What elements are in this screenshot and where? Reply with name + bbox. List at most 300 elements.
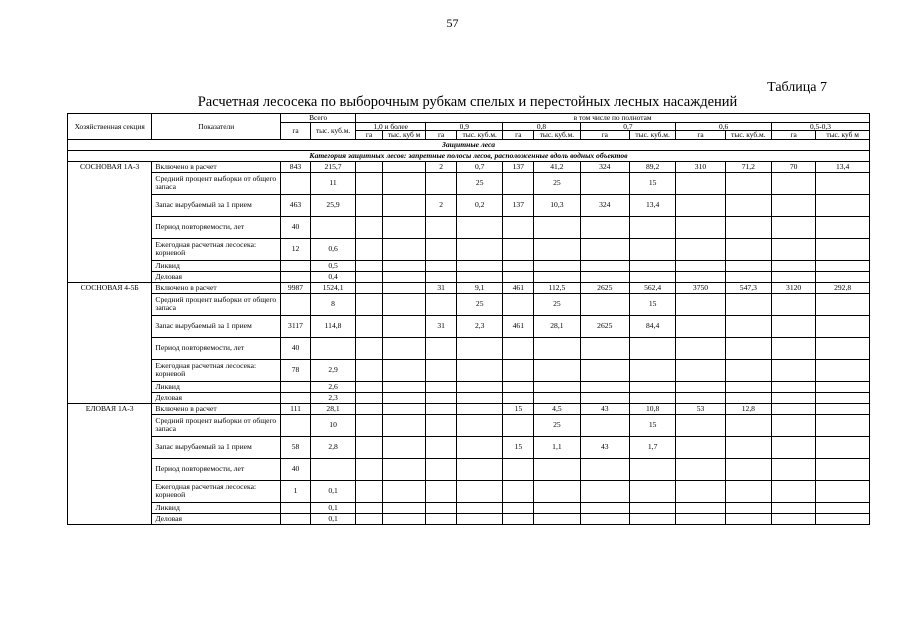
value-cell <box>426 480 457 502</box>
value-cell <box>816 293 870 315</box>
value-cell <box>426 513 457 524</box>
header-ha: га <box>503 131 534 140</box>
value-cell <box>356 315 383 337</box>
value-cell <box>503 502 534 513</box>
header-row <box>68 114 870 123</box>
value-cell <box>816 216 870 238</box>
value-cell <box>356 458 383 480</box>
header-density: 0,7 <box>580 122 676 131</box>
value-cell: 25 <box>534 414 580 436</box>
value-cell <box>281 293 311 315</box>
value-cell: 0,1 <box>310 502 355 513</box>
value-cell <box>725 436 771 458</box>
value-cell: 3120 <box>772 282 816 293</box>
value-cell: 4,5 <box>534 403 580 414</box>
value-cell: 53 <box>676 403 725 414</box>
value-cell <box>725 271 771 282</box>
value-cell <box>457 480 503 502</box>
value-cell: 10,3 <box>534 194 580 216</box>
value-cell: 10 <box>310 414 355 436</box>
header-ha: га <box>356 131 383 140</box>
indicator-label: Запас вырубаемый за 1 прием <box>152 436 281 458</box>
value-cell <box>356 392 383 403</box>
value-cell <box>426 271 457 282</box>
value-cell: 310 <box>676 161 725 172</box>
table-row <box>68 293 870 315</box>
value-cell: 0,4 <box>310 271 355 282</box>
value-cell <box>382 315 425 337</box>
table-row <box>68 161 870 172</box>
header-by-density: в том числе по полнотам <box>356 114 870 123</box>
value-cell <box>580 502 629 513</box>
value-cell <box>580 458 629 480</box>
value-cell <box>534 392 580 403</box>
value-cell <box>772 359 816 381</box>
value-cell: 31 <box>426 282 457 293</box>
value-cell <box>676 458 725 480</box>
value-cell <box>426 216 457 238</box>
table-row <box>68 216 870 238</box>
value-cell <box>457 238 503 260</box>
table-row <box>68 502 870 513</box>
value-cell <box>580 414 629 436</box>
value-cell: 71,2 <box>725 161 771 172</box>
value-cell <box>382 194 425 216</box>
value-cell <box>725 414 771 436</box>
value-cell <box>816 502 870 513</box>
table-row <box>68 172 870 194</box>
value-cell <box>503 238 534 260</box>
band-row <box>68 150 870 161</box>
value-cell <box>426 436 457 458</box>
value-cell <box>816 480 870 502</box>
value-cell <box>725 315 771 337</box>
value-cell: 1,7 <box>629 436 675 458</box>
value-cell <box>426 392 457 403</box>
indicator-label: Средний процент выборки от общего запаса <box>152 172 281 194</box>
value-cell: 9987 <box>281 282 311 293</box>
value-cell <box>676 381 725 392</box>
value-cell <box>426 260 457 271</box>
value-cell: 324 <box>580 161 629 172</box>
value-cell <box>382 436 425 458</box>
value-cell: 78 <box>281 359 311 381</box>
value-cell <box>310 458 355 480</box>
value-cell <box>382 271 425 282</box>
value-cell: 0,1 <box>310 513 355 524</box>
value-cell <box>580 392 629 403</box>
value-cell <box>725 172 771 194</box>
value-cell <box>310 216 355 238</box>
value-cell <box>534 381 580 392</box>
value-cell: 25 <box>457 293 503 315</box>
value-cell <box>534 216 580 238</box>
table-row <box>68 414 870 436</box>
header-total-volume: тыс. куб.м. <box>310 122 355 139</box>
header-density: 1,0 и более <box>356 122 426 131</box>
value-cell: 89,2 <box>629 161 675 172</box>
value-cell <box>816 414 870 436</box>
section-name: СОСНОВАЯ 4-5Б <box>68 282 152 403</box>
value-cell <box>580 513 629 524</box>
value-cell: 11 <box>310 172 355 194</box>
value-cell <box>503 260 534 271</box>
indicator-label: Период повторяемости, лет <box>152 458 281 480</box>
value-cell <box>772 436 816 458</box>
value-cell <box>356 172 383 194</box>
value-cell <box>725 359 771 381</box>
value-cell <box>457 513 503 524</box>
value-cell: 10,8 <box>629 403 675 414</box>
value-cell <box>382 480 425 502</box>
value-cell <box>725 238 771 260</box>
value-cell <box>676 414 725 436</box>
header-ha: га <box>772 131 816 140</box>
table-row <box>68 194 870 216</box>
value-cell <box>356 381 383 392</box>
header-section: Хозяйственная секция <box>68 114 152 140</box>
value-cell <box>676 293 725 315</box>
table-row <box>68 381 870 392</box>
value-cell <box>356 513 383 524</box>
value-cell <box>503 513 534 524</box>
value-cell <box>457 414 503 436</box>
value-cell <box>382 359 425 381</box>
value-cell <box>629 238 675 260</box>
value-cell <box>382 502 425 513</box>
value-cell <box>356 260 383 271</box>
value-cell <box>356 337 383 359</box>
value-cell <box>382 403 425 414</box>
header-volume: тыс. куб м <box>382 131 425 140</box>
value-cell <box>816 513 870 524</box>
value-cell <box>676 172 725 194</box>
indicator-label: Запас вырубаемый за 1 прием <box>152 194 281 216</box>
value-cell <box>629 216 675 238</box>
table-row <box>68 238 870 260</box>
forest-category-band: Категория защитных лесов: запретные полосы лесов, расположенные вдоль водных объектов <box>68 150 870 161</box>
value-cell <box>629 480 675 502</box>
value-cell <box>457 392 503 403</box>
value-cell <box>816 260 870 271</box>
value-cell: 2 <box>426 161 457 172</box>
value-cell: 3750 <box>676 282 725 293</box>
value-cell <box>457 403 503 414</box>
value-cell <box>725 337 771 359</box>
value-cell <box>382 260 425 271</box>
value-cell <box>356 216 383 238</box>
value-cell <box>281 414 311 436</box>
value-cell <box>503 337 534 359</box>
value-cell <box>676 502 725 513</box>
value-cell: 25 <box>534 172 580 194</box>
value-cell <box>382 282 425 293</box>
indicator-label: Средний процент выборки от общего запаса <box>152 293 281 315</box>
value-cell <box>310 337 355 359</box>
table-caption: Расчетная лесосека по выборочным рубкам спелых и перестойных лесных насаждений <box>197 94 738 110</box>
value-cell <box>503 458 534 480</box>
value-cell: 3117 <box>281 315 311 337</box>
value-cell <box>382 172 425 194</box>
value-cell <box>503 293 534 315</box>
value-cell <box>580 293 629 315</box>
value-cell <box>725 260 771 271</box>
indicator-label: Ежегодная расчетная лесосека: корневой <box>152 359 281 381</box>
header-indicators: Показатели <box>152 114 281 140</box>
value-cell: 0,1 <box>310 480 355 502</box>
indicator-label: Деловая <box>152 513 281 524</box>
value-cell <box>580 381 629 392</box>
value-cell <box>580 216 629 238</box>
table-row <box>68 260 870 271</box>
value-cell <box>426 381 457 392</box>
indicator-label: Средний процент выборки от общего запаса <box>152 414 281 436</box>
page-number: 57 <box>446 16 459 30</box>
value-cell <box>534 271 580 282</box>
value-cell: 40 <box>281 337 311 359</box>
value-cell <box>816 337 870 359</box>
value-cell <box>457 216 503 238</box>
header-total-ha: га <box>281 122 311 139</box>
value-cell <box>356 271 383 282</box>
value-cell <box>457 436 503 458</box>
value-cell: 292,8 <box>816 282 870 293</box>
value-cell <box>676 271 725 282</box>
value-cell <box>503 172 534 194</box>
value-cell: 0,5 <box>310 260 355 271</box>
value-cell <box>426 172 457 194</box>
value-cell: 1,1 <box>534 436 580 458</box>
value-cell: 8 <box>310 293 355 315</box>
table-row <box>68 282 870 293</box>
value-cell: 111 <box>281 403 311 414</box>
value-cell <box>534 238 580 260</box>
value-cell <box>676 480 725 502</box>
value-cell <box>816 315 870 337</box>
value-cell <box>676 359 725 381</box>
value-cell: 15 <box>629 414 675 436</box>
value-cell: 547,3 <box>725 282 771 293</box>
value-cell <box>816 403 870 414</box>
value-cell: 463 <box>281 194 311 216</box>
value-cell <box>534 502 580 513</box>
value-cell: 41,2 <box>534 161 580 172</box>
value-cell <box>356 502 383 513</box>
value-cell <box>816 194 870 216</box>
value-cell: 9,1 <box>457 282 503 293</box>
value-cell <box>426 359 457 381</box>
value-cell: 2625 <box>580 315 629 337</box>
value-cell <box>725 381 771 392</box>
value-cell <box>457 458 503 480</box>
value-cell: 28,1 <box>310 403 355 414</box>
value-cell <box>772 216 816 238</box>
header-volume: тыс. куб.м. <box>534 131 580 140</box>
value-cell <box>629 381 675 392</box>
value-cell <box>725 216 771 238</box>
value-cell: 2,8 <box>310 436 355 458</box>
table-label: Таблица 7 <box>767 80 827 95</box>
value-cell: 12,8 <box>725 403 771 414</box>
header-volume: тыс. куб.м. <box>457 131 503 140</box>
value-cell <box>816 359 870 381</box>
value-cell <box>629 392 675 403</box>
indicator-label: Включено в расчет <box>152 403 281 414</box>
value-cell: 0,6 <box>310 238 355 260</box>
value-cell <box>426 238 457 260</box>
value-cell <box>772 271 816 282</box>
value-cell <box>281 392 311 403</box>
header-total: Всего <box>281 114 356 123</box>
value-cell <box>772 502 816 513</box>
value-cell <box>629 271 675 282</box>
header-volume: тыс. куб м <box>816 131 870 140</box>
value-cell <box>457 381 503 392</box>
value-cell <box>816 238 870 260</box>
value-cell: 0,2 <box>457 194 503 216</box>
header-volume: тыс. куб.м. <box>629 131 675 140</box>
value-cell <box>426 293 457 315</box>
value-cell <box>676 392 725 403</box>
value-cell <box>772 392 816 403</box>
value-cell <box>772 238 816 260</box>
value-cell: 15 <box>629 172 675 194</box>
value-cell <box>382 337 425 359</box>
value-cell <box>772 172 816 194</box>
value-cell <box>503 480 534 502</box>
value-cell <box>725 480 771 502</box>
value-cell <box>725 194 771 216</box>
value-cell <box>629 260 675 271</box>
value-cell <box>382 381 425 392</box>
header-density: 0,9 <box>426 122 503 131</box>
value-cell: 28,1 <box>534 315 580 337</box>
value-cell <box>772 194 816 216</box>
value-cell: 13,4 <box>629 194 675 216</box>
value-cell <box>534 260 580 271</box>
value-cell: 25 <box>457 172 503 194</box>
value-cell <box>772 315 816 337</box>
value-cell <box>281 271 311 282</box>
value-cell: 84,4 <box>629 315 675 337</box>
value-cell <box>772 480 816 502</box>
value-cell <box>281 260 311 271</box>
value-cell: 13,4 <box>816 161 870 172</box>
value-cell <box>382 513 425 524</box>
value-cell <box>356 194 383 216</box>
value-cell: 15 <box>629 293 675 315</box>
value-cell: 25 <box>534 293 580 315</box>
header-ha: га <box>426 131 457 140</box>
value-cell: 2 <box>426 194 457 216</box>
value-cell <box>382 293 425 315</box>
value-cell <box>629 359 675 381</box>
value-cell <box>281 172 311 194</box>
table-row <box>68 337 870 359</box>
value-cell: 215,7 <box>310 161 355 172</box>
indicator-label: Ликвид <box>152 381 281 392</box>
value-cell <box>772 458 816 480</box>
value-cell <box>816 172 870 194</box>
value-cell: 43 <box>580 436 629 458</box>
value-cell <box>281 502 311 513</box>
value-cell <box>457 502 503 513</box>
value-cell <box>676 216 725 238</box>
value-cell <box>816 458 870 480</box>
value-cell <box>457 260 503 271</box>
value-cell <box>356 403 383 414</box>
value-cell <box>382 414 425 436</box>
value-cell <box>580 172 629 194</box>
header-ha: га <box>580 131 629 140</box>
table-row <box>68 458 870 480</box>
value-cell <box>580 238 629 260</box>
value-cell <box>676 337 725 359</box>
value-cell <box>676 436 725 458</box>
value-cell <box>534 458 580 480</box>
value-cell <box>725 513 771 524</box>
value-cell <box>426 337 457 359</box>
indicator-label: Период повторяемости, лет <box>152 337 281 359</box>
indicator-label: Период повторяемости, лет <box>152 216 281 238</box>
value-cell: 1 <box>281 480 311 502</box>
value-cell: 12 <box>281 238 311 260</box>
value-cell: 40 <box>281 458 311 480</box>
value-cell <box>772 414 816 436</box>
value-cell <box>772 293 816 315</box>
value-cell <box>629 337 675 359</box>
indicator-label: Запас вырубаемый за 1 прием <box>152 315 281 337</box>
value-cell <box>725 502 771 513</box>
value-cell <box>629 513 675 524</box>
table-row <box>68 315 870 337</box>
value-cell: 43 <box>580 403 629 414</box>
value-cell: 15 <box>503 403 534 414</box>
value-cell <box>772 403 816 414</box>
indicator-label: Включено в расчет <box>152 161 281 172</box>
value-cell: 112,5 <box>534 282 580 293</box>
indicator-label: Ликвид <box>152 502 281 513</box>
header-density: 0,8 <box>503 122 580 131</box>
table-body <box>68 114 870 525</box>
value-cell <box>772 513 816 524</box>
value-cell <box>503 271 534 282</box>
value-cell <box>676 194 725 216</box>
value-cell <box>382 161 425 172</box>
value-cell <box>629 502 675 513</box>
cutting-area-table <box>67 113 870 525</box>
table-row <box>68 392 870 403</box>
value-cell <box>503 359 534 381</box>
protective-forests-band: Защитные леса <box>68 139 870 150</box>
band-row <box>68 139 870 150</box>
value-cell <box>676 238 725 260</box>
indicator-label: Включено в расчет <box>152 282 281 293</box>
value-cell <box>281 381 311 392</box>
value-cell <box>382 238 425 260</box>
table-row <box>68 271 870 282</box>
value-cell <box>356 480 383 502</box>
value-cell <box>676 260 725 271</box>
table-row <box>68 359 870 381</box>
value-cell <box>503 216 534 238</box>
value-cell <box>382 392 425 403</box>
value-cell <box>816 392 870 403</box>
value-cell <box>534 513 580 524</box>
value-cell: 25,9 <box>310 194 355 216</box>
value-cell <box>503 392 534 403</box>
value-cell: 0,7 <box>457 161 503 172</box>
